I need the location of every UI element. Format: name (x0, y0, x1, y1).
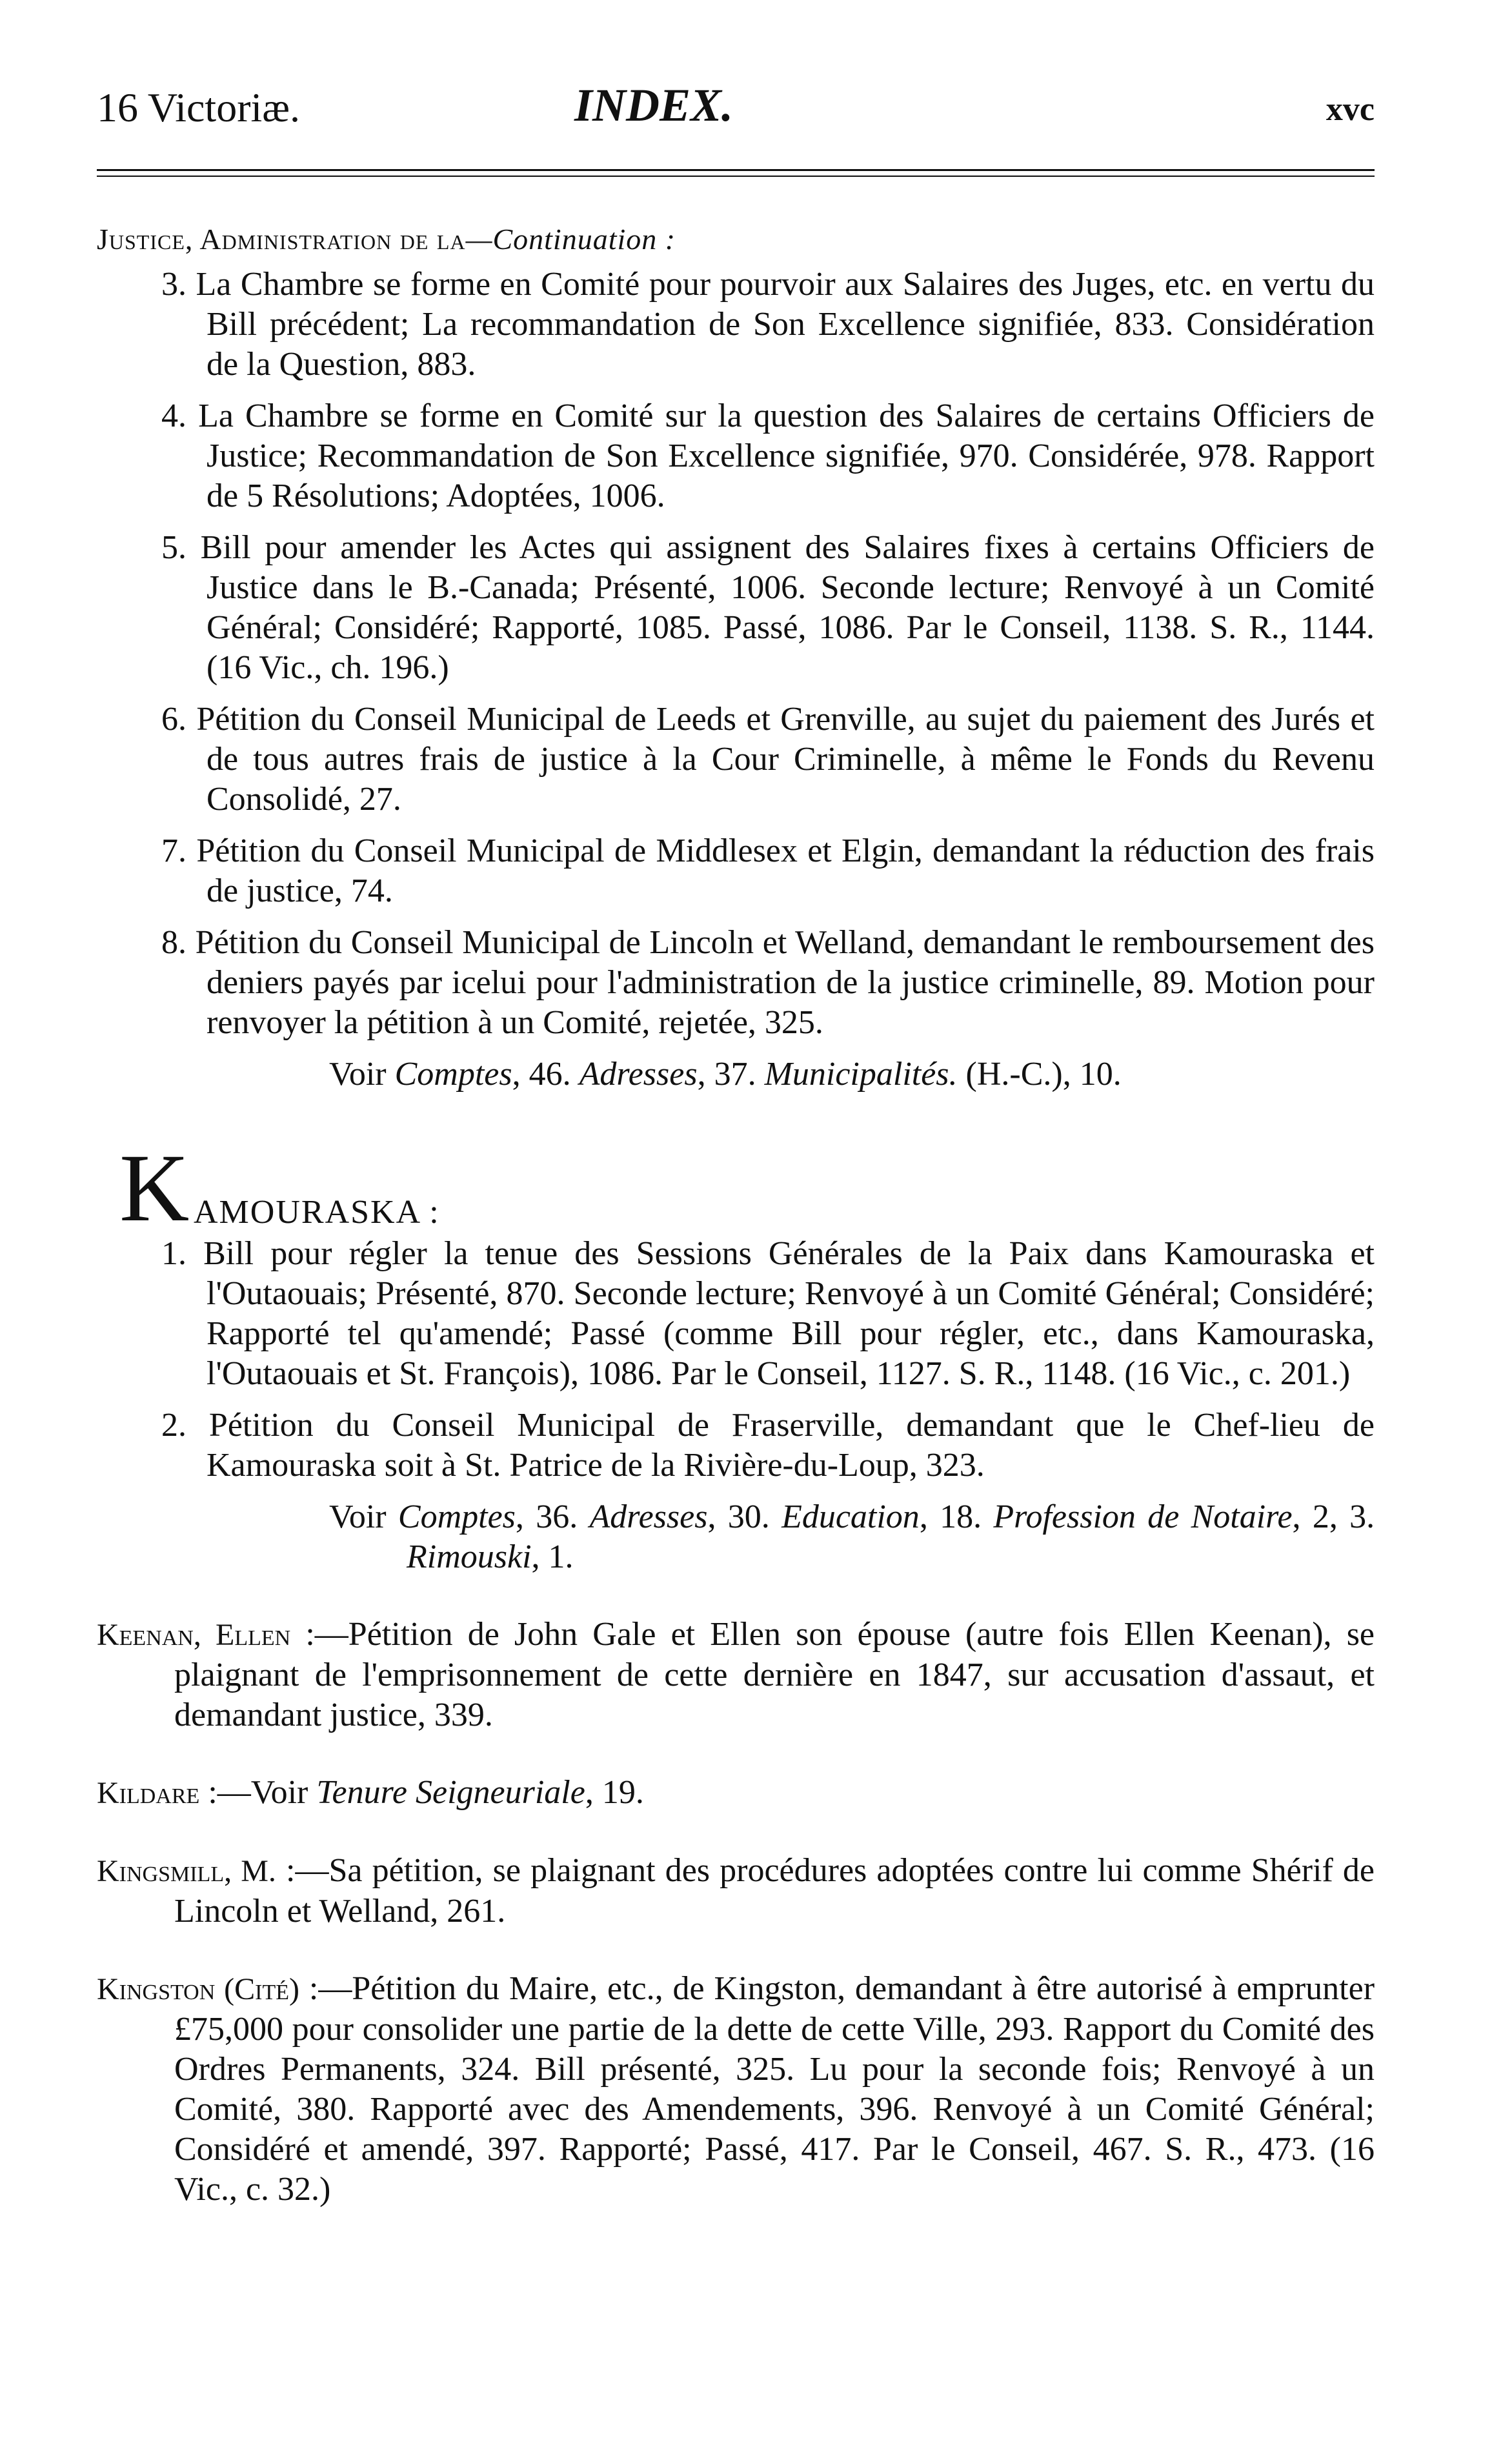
kingsmill-text: :—Sa pétition, se plaignant des procédures adoptées contre lui comme Shérif de Lincoln et Welland, 261. (174, 1852, 1375, 1930)
header-rule-second (97, 176, 1375, 177)
justice-see-also (97, 1054, 1375, 1094)
justice-item-7 (97, 831, 1375, 911)
index-content (97, 219, 1375, 2210)
see-also-num: , 1. (531, 1538, 574, 1575)
item-text: Pétition du Conseil Municipal de Middlesex et Elgin, demandant la réduction des frais de justice, 74. (196, 832, 1375, 909)
page-header (97, 0, 1375, 139)
see-also-ref: Comptes (398, 1498, 516, 1535)
index-page (97, 0, 1375, 2208)
item-number: 6. (161, 701, 186, 738)
kamouraska-initial: K (119, 1134, 190, 1242)
item-text: Pétition du Conseil Municipal de Lincoln et Welland, demandant le remboursement des deniers payés par icelui pour l'administration de la justice criminelle, 89. Motion pour renvoyer la pétition à un Comité, rejetée, 325. (195, 924, 1375, 1041)
justice-item-4 (97, 396, 1375, 516)
header-title: INDEX. (574, 79, 734, 131)
kamouraska-item-1 (97, 1234, 1375, 1394)
see-also-ref: Adresses (579, 1056, 698, 1093)
see-also-prefix: Voir (329, 1056, 387, 1093)
kildare-ref: Tenure Seigneuriale (316, 1774, 585, 1811)
see-also-num: (H.-C.), 10. (965, 1056, 1122, 1093)
kingston-entry (97, 1969, 1375, 2210)
header-page-number: xvc (1326, 91, 1375, 128)
see-also-prefix: Voir (329, 1498, 387, 1535)
see-also-num: , 36. (515, 1498, 578, 1535)
justice-item-8 (97, 923, 1375, 1043)
header-left: 16 Victoriæ. (97, 85, 300, 130)
item-text: Pétition du Conseil Municipal de Fraserville, demandant que le Chef-lieu de Kamouraska soit à St. Patrice de la Rivière-du-Loup, 323. (207, 1407, 1375, 1484)
see-also-ref: Municipalités. (764, 1056, 958, 1093)
see-also-ref: Education (781, 1498, 920, 1535)
see-also-num: , 2, 3. (1292, 1498, 1375, 1535)
item-number: 5. (161, 529, 186, 566)
item-text: Bill pour régler la tenue des Sessions Générales de la Paix dans Kamouraska et l'Outaouais; Présenté, 870. Seconde lecture; Renvoyé à un Comité Général; Considéré; Rapporté tel qu'amendé; Passé (comme Bill pour régler, etc., dans Kamouraska, l'Outaouais et St. François), 1086. Par le Conseil, 1127. S. R., 1148. (16 Vic., c. 201.) (203, 1235, 1375, 1392)
kingsmill-entry (97, 1851, 1375, 1931)
justice-heading-caps: Justice, Administration de la (97, 223, 466, 256)
keenan-entry (97, 1615, 1375, 1735)
see-also-num: , 46. (512, 1056, 571, 1093)
item-text: La Chambre se forme en Comité sur la question des Salaires de certains Officiers de Justice; Recommandation de Son Excellence signifiée, 970. Considérée, 978. Rapport de 5 Résolutions; Adoptées, 1006. (198, 398, 1375, 514)
justice-heading (97, 219, 1375, 259)
kingsmill-heading: Kingsmill, M. (97, 1854, 276, 1888)
item-text: Pétition du Conseil Municipal de Leeds et Grenville, au sujet du paiement des Jurés et de tous autres frais de justice à la Cour Criminelle, à même le Fonds du Revenu Consolidé, 27. (196, 701, 1375, 818)
keenan-heading: Keenan, Ellen (97, 1618, 291, 1652)
item-number: 8. (161, 924, 186, 961)
kildare-num: , 19. (585, 1774, 644, 1811)
see-also-ref: Rimouski (407, 1538, 532, 1575)
kildare-heading: Kildare (97, 1776, 200, 1810)
see-also-num: , 18. (919, 1498, 982, 1535)
kildare-entry (97, 1773, 1375, 1813)
justice-item-5 (97, 528, 1375, 688)
see-also-num: , 30. (707, 1498, 770, 1535)
justice-item-6 (97, 700, 1375, 820)
kildare-prefix: :—Voir (208, 1774, 308, 1811)
item-text: Bill pour amender les Actes qui assignent des Salaires fixes à certains Officiers de Justice dans le B.-Canada; Présenté, 1006. Seconde lecture; Renvoyé à un Comité Général; Considéré; Rapporté, 1085. Passé, 1086. Par le Conseil, 1138. S. R., 1144. (16 Vic., ch. 196.) (200, 529, 1375, 686)
kingston-heading: Kingston (Cité) (97, 1972, 300, 2006)
see-also-ref: Profession de Notaire (993, 1498, 1293, 1535)
see-also-ref: Adresses (589, 1498, 708, 1535)
keenan-text: :—Pétition de John Gale et Ellen son épouse (autre fois Ellen Keenan), se plaignant de l'emprisonnement de cette dernière en 1847, sur accusation d'assaut, et demandant justice, 339. (174, 1616, 1375, 1733)
kingston-text: :—Pétition du Maire, etc., de Kingston, demandant à être autorisé à emprunter £75,000 pour consolider une partie de la dette de cette Ville, 293. Rapport du Comité des Ordres Permanents, 324. Bill présenté, 325. Lu pour la seconde fois; Renvoyé à un Comité, 380. Rapporté avec des Amendements, 396. Renvoyé à un Comité Général; Considéré et amendé, 397. Rapporté; Passé, 417. Par le Conseil, 467. S. R., 473. (16 Vic., c. 32.) (174, 1970, 1375, 2208)
justice-heading-continuation: —Continuation : (465, 223, 676, 256)
item-number: 3. (161, 266, 186, 303)
justice-item-3 (97, 265, 1375, 385)
kamouraska-item-2 (97, 1406, 1375, 1486)
see-also-ref: Comptes (394, 1056, 512, 1093)
kamouraska-heading-rest: AMOURASKA : (194, 1194, 440, 1231)
item-number: 7. (161, 832, 186, 869)
see-also-num: , 37. (697, 1056, 756, 1093)
item-text: La Chambre se forme en Comité pour pourvoir aux Salaires des Juges, etc. en vertu du Bill précédent; La recommandation de Son Excellence signifiée, 833. Considération de la Question, 883. (196, 266, 1375, 383)
item-number: 1. (161, 1235, 186, 1272)
kamouraska-heading (97, 1134, 1375, 1242)
kamouraska-see-also (97, 1497, 1375, 1577)
header-rule (97, 169, 1375, 171)
item-number: 2. (161, 1407, 186, 1444)
item-number: 4. (161, 398, 186, 434)
